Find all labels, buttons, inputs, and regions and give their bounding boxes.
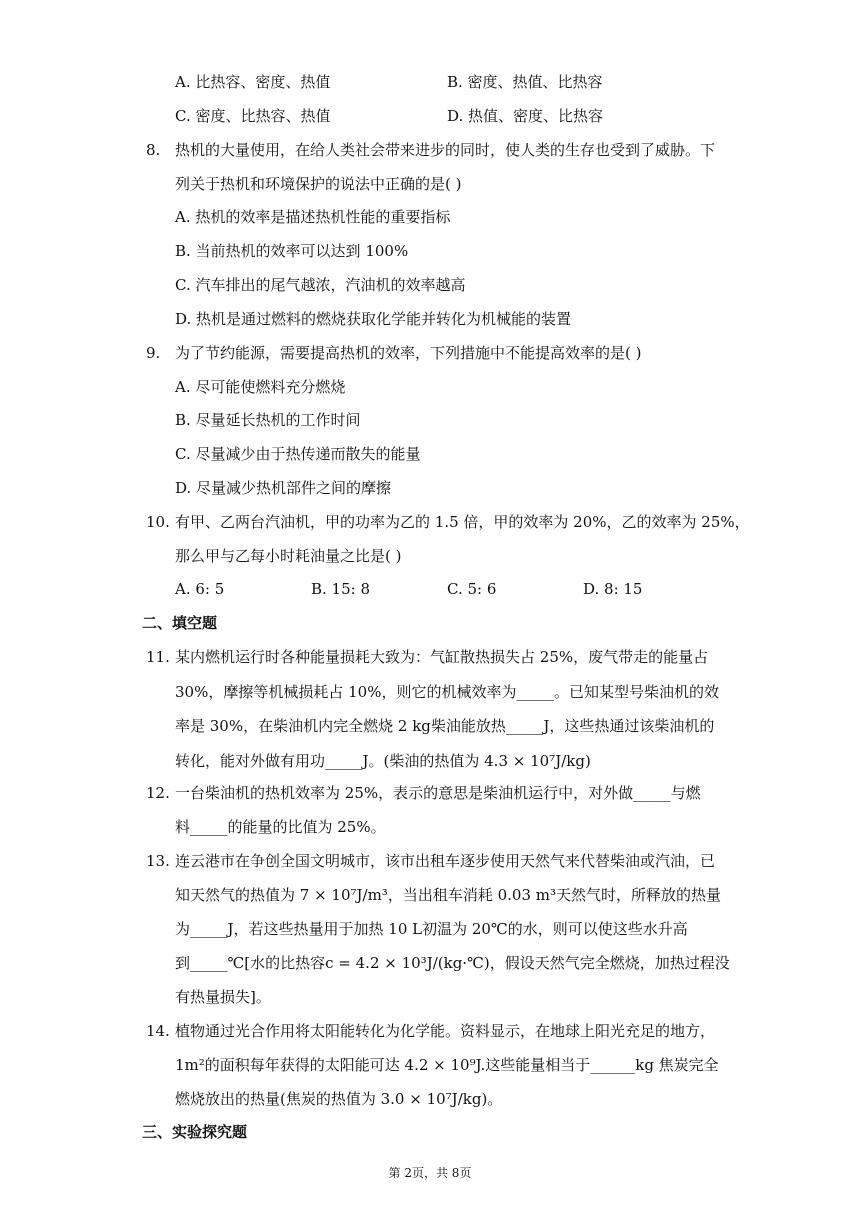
page-footer: 第 2页，共 8页 xyxy=(388,1166,472,1180)
q7-option-b: B. 密度、热值、比热容 xyxy=(447,73,603,91)
q10-option-c: C. 5: 6 xyxy=(447,580,497,598)
q13-line-3: 为_____J，若这些热量用于加热 10 L初温为 20℃的水，则可以使这些水升高 xyxy=(175,920,688,938)
q9-option-b: B. 尽量延长热机的工作时间 xyxy=(175,411,361,429)
q14-line-1: 植物通过光合作用将太阳能转化为化学能。资料显示，在地球上阳光充足的地方， xyxy=(175,1022,716,1040)
q9-option-a: A. 尽可能使燃料充分燃烧 xyxy=(175,378,346,396)
q10-stem-line-2: 那么甲与乙每小时耗油量之比是( ) xyxy=(175,547,402,565)
q10-option-a: A. 6: 5 xyxy=(175,580,225,598)
q11-line-3: 率是 30%，在柴油机内完全燃烧 2 kg柴油能放热_____J，这些热通过该柴油机的 xyxy=(175,717,715,735)
q8-stem-line-2: 列关于热机和环境保护的说法中正确的是( ) xyxy=(175,175,462,193)
q8-option-a: A. 热机的效率是描述热机性能的重要指标 xyxy=(175,208,451,226)
q11-line-2: 30%，摩擦等机械损耗占 10%，则它的机械效率为_____。已知某型号柴油机的效 xyxy=(175,683,719,701)
q8-option-c: C. 汽车排出的尾气越浓，汽油机的效率越高 xyxy=(175,276,466,294)
q8-stem-line-1: 热机的大量使用，在给人类社会带来进步的同时，使人类的生存也受到了威胁。下 xyxy=(175,141,716,159)
q8-number: 8. xyxy=(146,141,161,159)
q7-option-a: A. 比热容、密度、热值 xyxy=(175,73,331,91)
q10-number: 10. xyxy=(146,513,170,531)
q12-line-1: 一台柴油机的热机效率为 25%，表示的意思是柴油机运行中，对外做_____与燃 xyxy=(175,784,701,802)
section-heading-fill-in: 二、填空题 xyxy=(142,614,218,632)
q11-line-4: 转化，能对外做有用功_____J。(柴油的热值为 4.3 × 10⁷J/kg) xyxy=(175,752,591,770)
q7-option-c: C. 密度、比热容、热值 xyxy=(175,107,331,125)
q9-stem-line-1: 为了节约能源，需要提高热机的效率，下列措施中不能提高效率的是( ) xyxy=(175,344,642,362)
q10-option-b: B. 15: 8 xyxy=(311,580,371,598)
q9-option-c: C. 尽量减少由于热传递而散失的能量 xyxy=(175,445,421,463)
q13-line-1: 连云港市在争创全国文明城市，该市出租车逐步使用天然气来代替柴油或汽油，已 xyxy=(175,852,716,870)
q10-option-d: D. 8: 15 xyxy=(583,580,643,598)
q11-number: 11. xyxy=(146,648,170,666)
q14-line-3: 燃烧放出的热量(焦炭的热值为 3.0 × 10⁷J/kg)。 xyxy=(175,1090,503,1108)
q9-option-d: D. 尽量减少热机部件之间的摩擦 xyxy=(175,479,392,497)
q14-number: 14. xyxy=(146,1022,170,1040)
q9-number: 9. xyxy=(146,344,161,362)
q13-line-2: 知天然气的热值为 7 × 10⁷J/m³，当出租车消耗 0.03 m³天然气时，所释放的热量 xyxy=(175,886,721,904)
q8-option-d: D. 热机是通过燃料的燃烧获取化学能并转化为机械能的装置 xyxy=(175,310,572,328)
q12-number: 12. xyxy=(146,784,170,802)
q13-line-4: 到_____℃[水的比热容c = 4.2 × 10³J/(kg·℃)，假设天然气完全燃烧，加热过程没 xyxy=(175,954,730,972)
q11-line-1: 某内燃机运行时各种能量损耗大致为：气缸散热损失占 25%，废气带走的能量占 xyxy=(175,648,709,666)
q13-number: 13. xyxy=(146,852,170,870)
q13-line-5: 有热量损失]。 xyxy=(175,988,271,1006)
q10-stem-line-1: 有甲、乙两台汽油机，甲的功率为乙的 1.5 倍，甲的效率为 20%，乙的效率为 25%， xyxy=(175,513,750,531)
q8-option-b: B. 当前热机的效率可以达到 100% xyxy=(175,242,409,260)
q14-line-2: 1m²的面积每年获得的太阳能可达 4.2 × 10⁹J.这些能量相当于______kg 焦炭完全 xyxy=(175,1056,719,1074)
section-heading-experiment: 三、实验探究题 xyxy=(142,1123,248,1141)
q7-option-d: D. 热值、密度、比热容 xyxy=(447,107,604,125)
q12-line-2: 料_____的能量的比值为 25%。 xyxy=(175,818,386,836)
